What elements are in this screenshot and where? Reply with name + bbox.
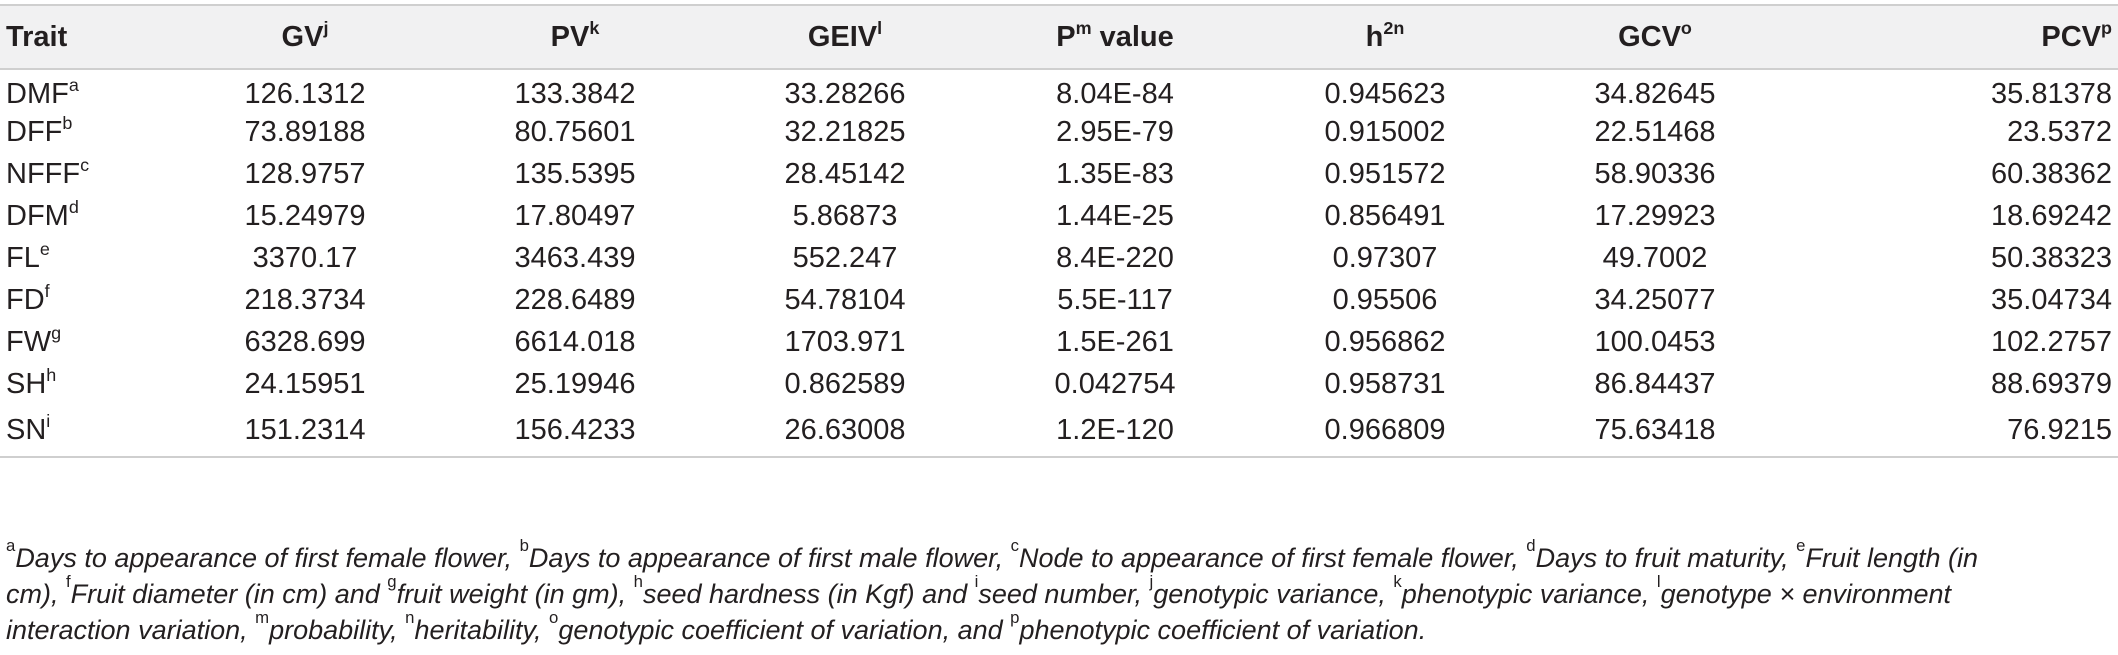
footnote-text: seed number, [978, 579, 1150, 609]
footnote-text: probability, [269, 615, 406, 645]
footnote-marker: i [974, 572, 979, 591]
cell-gcv: 34.82645 [1594, 78, 1716, 110]
cell-gv: 3370.17 [252, 241, 358, 274]
cell-heritability: 0.958731 [1324, 367, 1446, 400]
cell-gv: 6328.699 [244, 325, 366, 358]
cell-heritability: 0.966809 [1250, 405, 1520, 457]
footnote-text: phenotypic variance, [1401, 579, 1657, 609]
cell-p-value: 1.5E-261 [1056, 325, 1174, 358]
cell-gv: 126.1312 [244, 78, 366, 110]
cell-pv: 3463.439 [514, 241, 636, 274]
cell-trait: $SH^h$ [6, 364, 57, 400]
footnote-marker: l [1656, 572, 1661, 591]
table-row [0, 321, 2118, 363]
header-gcv: GCV$^o$ [1520, 5, 1790, 69]
footnote-marker: k [1393, 572, 1402, 591]
cell-p-value: 1.2E-120 [980, 405, 1250, 457]
footnote-text: Days to fruit maturity, [1535, 543, 1797, 573]
footnote-text: genotypic coefficient of variation, and [558, 615, 1011, 645]
cell-p-value: 2.95E-79 [1056, 115, 1174, 148]
cell-p-value: 8.04E-84 [1056, 78, 1174, 110]
cell-gcv: 58.90336 [1594, 157, 1716, 190]
footnote-text: genotypic variance, [1153, 579, 1394, 609]
footnote-marker: p [1010, 608, 1020, 627]
footnote-marker: e [1796, 536, 1806, 555]
table-row [0, 363, 2118, 405]
footnote-marker: n [405, 608, 415, 627]
cell-geiv: 1703.971 [784, 325, 906, 358]
cell-trait: NFFF$^c$ [6, 154, 90, 190]
cell-pcv: 18.69242 [1991, 199, 2112, 232]
table-header-row [0, 5, 2118, 69]
cell-gcv: 49.7002 [1602, 241, 1708, 274]
cell-gv: 15.24979 [244, 199, 366, 232]
cell-heritability: 0.95506 [1332, 283, 1438, 316]
footnote-marker: o [549, 608, 559, 627]
cell-trait: $FW^g$ [6, 322, 62, 358]
cell-geiv: 26.63008 [710, 405, 980, 457]
cell-gcv: 75.63418 [1520, 405, 1790, 457]
cell-geiv: 32.21825 [784, 115, 906, 148]
footnote-line [6, 536, 2112, 576]
cell-gv: 128.9757 [244, 157, 366, 190]
cell-geiv: 552.247 [792, 241, 898, 274]
header-geiv: GEIV$^l$ [710, 5, 980, 69]
cell-p-value: 0.042754 [1054, 367, 1176, 400]
cell-heritability: 0.956862 [1324, 325, 1446, 358]
cell-gcv: 100.0453 [1594, 325, 1716, 358]
cell-pv: 133.3842 [514, 78, 636, 110]
header-p-value: $P^m$ value [980, 5, 1250, 69]
cell-p-value: 1.35E-83 [1056, 157, 1174, 190]
footnote-text: Node to appearance of first female flower, [1018, 543, 1527, 573]
cell-gv: 73.89188 [244, 115, 366, 148]
header-gv: $GV^j$ [170, 5, 440, 69]
cell-pv: 135.5395 [514, 157, 636, 190]
cell-heritability: 0.945623 [1324, 78, 1446, 110]
footnote-text: Days to appearance of first female flower, [15, 543, 520, 573]
footnote-marker: g [387, 572, 397, 591]
cell-p-value: 5.5E-117 [1057, 283, 1173, 316]
table-row [0, 111, 2118, 153]
cell-pcv: 76.9215 [1790, 405, 2118, 457]
footnote-text: fruit weight (in gm), [396, 579, 634, 609]
footnote-marker: m [255, 608, 270, 627]
table-row [0, 153, 2118, 195]
cell-geiv: 33.28266 [784, 78, 906, 110]
cell-heritability: 0.97307 [1332, 241, 1438, 274]
table-row [0, 405, 2118, 457]
cell-gv: 218.3734 [244, 283, 366, 316]
footnote-text: interaction variation, [6, 615, 256, 645]
cell-trait: $FD^f$ [6, 280, 50, 316]
cell-trait: $SN^i$ [0, 405, 170, 457]
cell-heritability: 0.915002 [1324, 115, 1446, 148]
cell-p-value: 1.44E-25 [1056, 199, 1174, 232]
footnote-marker: b [519, 536, 529, 555]
cell-gcv: 22.51468 [1594, 115, 1716, 148]
cell-pv: 17.80497 [514, 199, 636, 232]
cell-gcv: 34.25077 [1594, 283, 1716, 316]
trait-variance-table [0, 4, 2118, 458]
cell-pv: 228.6489 [514, 283, 636, 316]
footnote-marker: c [1010, 536, 1019, 555]
cell-pv: 156.4233 [440, 405, 710, 457]
footnote-marker: f [66, 572, 71, 591]
cell-pcv: 35.04734 [1991, 283, 2112, 316]
header-heritability: $h^{2n}$ [1250, 5, 1520, 69]
cell-pcv: 35.81378 [1991, 78, 2112, 110]
cell-pcv: 23.5372 [2007, 115, 2112, 148]
cell-pv: 6614.018 [514, 325, 636, 358]
table-row [0, 69, 2118, 111]
cell-heritability: 0.856491 [1324, 199, 1446, 232]
cell-geiv: 54.78104 [784, 283, 906, 316]
cell-geiv: 28.45142 [784, 157, 906, 190]
cell-pv: 80.75601 [514, 115, 636, 148]
header-pcv: PCV$^p$ [1790, 5, 2118, 69]
cell-pcv: 88.69379 [1991, 367, 2112, 400]
table-footnotes [6, 536, 2112, 648]
table-row [0, 237, 2118, 279]
table-row [0, 195, 2118, 237]
cell-heritability: 0.951572 [1324, 157, 1446, 190]
cell-gv: 24.15951 [244, 367, 366, 400]
footnote-marker: a [6, 536, 16, 555]
footnote-text: genotype × environment [1660, 579, 1952, 609]
cell-pv: 25.19946 [514, 367, 636, 400]
cell-trait: DMF$^a$ [6, 75, 79, 110]
footnote-text: seed hardness (in Kgf) and [642, 579, 975, 609]
header-trait: Trait [0, 5, 170, 69]
footnote-line [6, 608, 2112, 648]
cell-trait: DFM$^d$ [6, 196, 79, 232]
footnote-text: cm), [6, 579, 66, 609]
header-pv: $PV^k$ [440, 5, 710, 69]
cell-trait: $FL^e$ [6, 238, 50, 274]
cell-pcv: 60.38362 [1991, 157, 2112, 190]
cell-pcv: 50.38323 [1991, 241, 2112, 274]
footnote-line [6, 572, 2112, 612]
cell-trait: DFF$^b$ [6, 112, 73, 148]
cell-p-value: 8.4E-220 [1056, 241, 1174, 274]
cell-gcv: 86.84437 [1594, 367, 1716, 400]
cell-gv: 151.2314 [170, 405, 440, 457]
cell-geiv: 0.862589 [784, 367, 906, 400]
cell-gcv: 17.29923 [1594, 199, 1716, 232]
footnote-text: Fruit length (in [1805, 543, 1979, 573]
cell-pcv: 102.2757 [1991, 325, 2112, 358]
footnote-text: Days to appearance of first male flower, [528, 543, 1011, 573]
footnote-marker: h [633, 572, 643, 591]
footnote-text: phenotypic coefficient of variation. [1019, 615, 1427, 645]
footnote-marker: j [1149, 572, 1154, 591]
footnote-text: heritability, [414, 615, 550, 645]
table-row [0, 279, 2118, 321]
footnote-text: Fruit diameter (in cm) and [70, 579, 388, 609]
cell-geiv: 5.86873 [792, 199, 898, 232]
footnote-marker: d [1526, 536, 1536, 555]
